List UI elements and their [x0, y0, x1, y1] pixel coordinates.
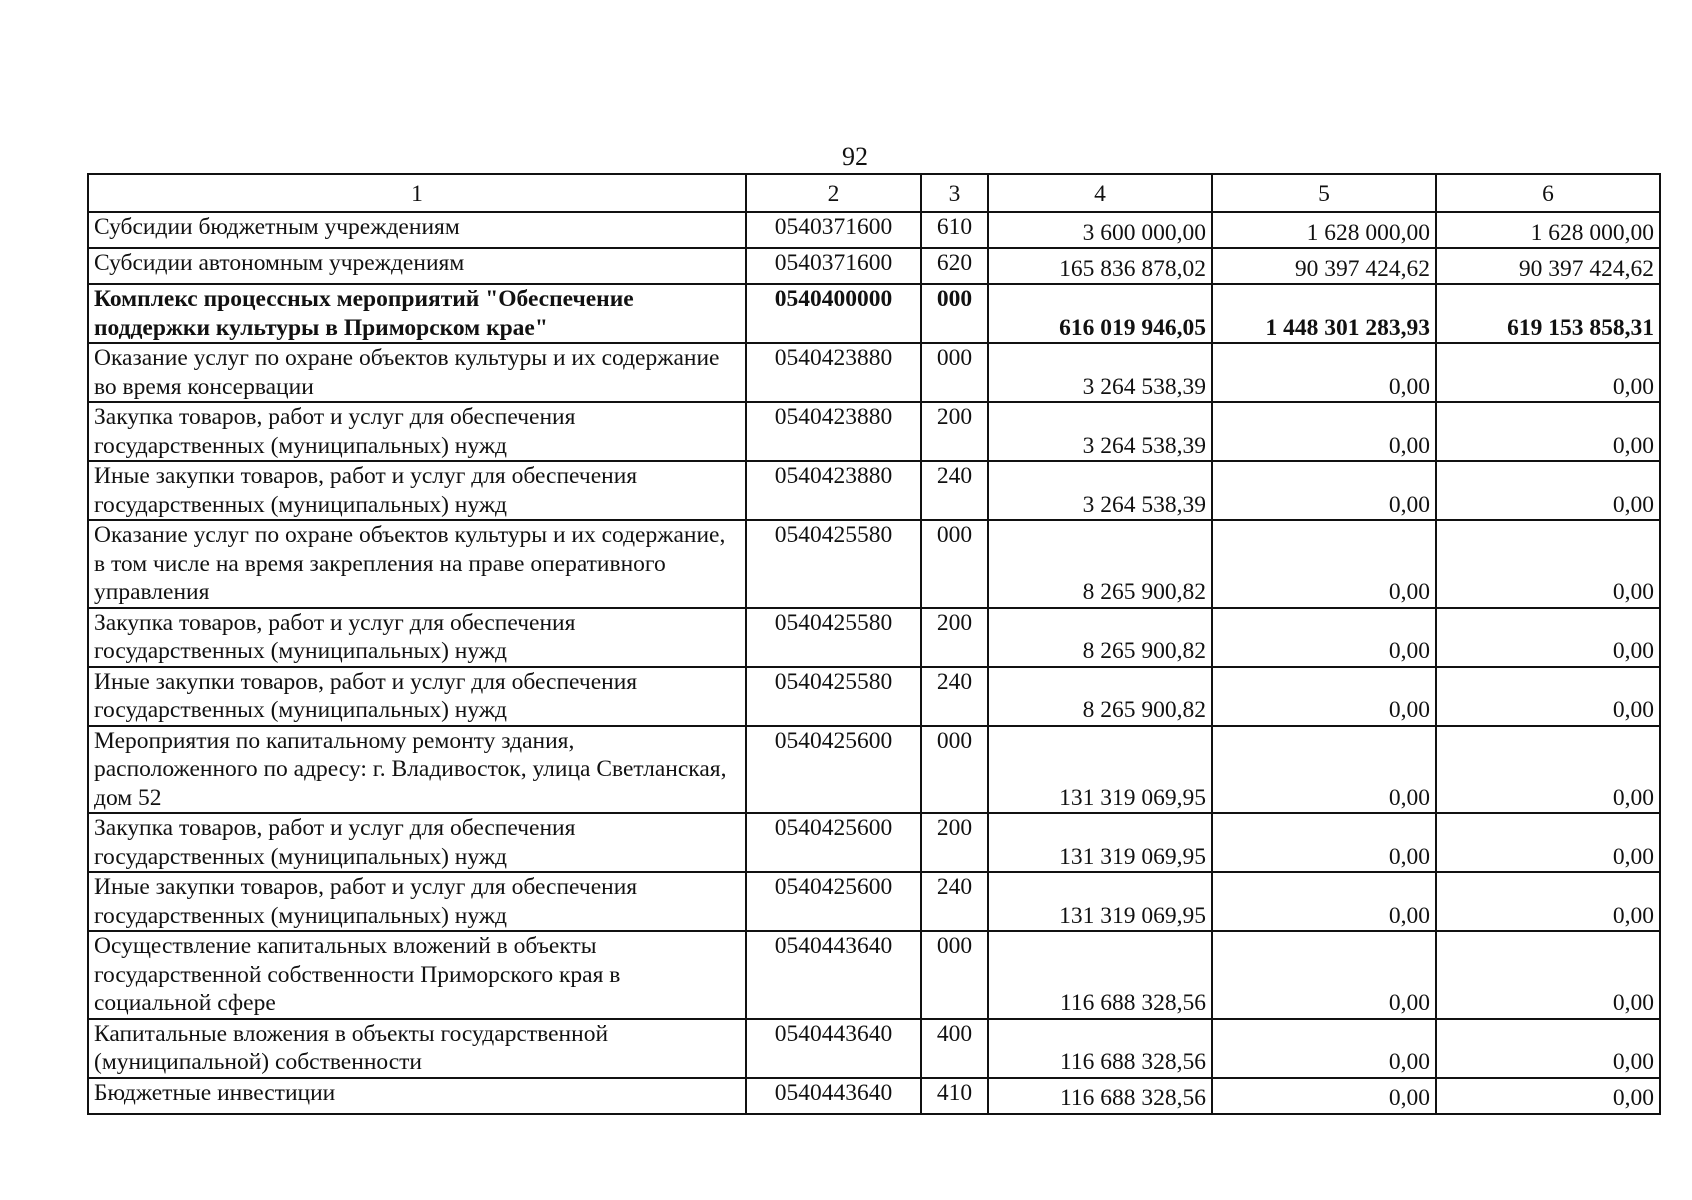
row-type-code: 240 [921, 872, 988, 931]
row-code: 0540371600 [746, 212, 921, 248]
row-code: 0540443640 [746, 1019, 921, 1078]
row-amount-col5: 90 397 424,62 [1212, 248, 1436, 284]
row-amount-col6: 0,00 [1436, 726, 1660, 814]
row-amount-col4: 131 319 069,95 [988, 726, 1212, 814]
table-row [88, 667, 1660, 726]
page-number: 92 [842, 142, 868, 171]
row-name: Комплекс процессных мероприятий "Обеспечение поддержки культуры в Приморском крае" [88, 284, 746, 343]
column-header-5: 5 [1212, 174, 1436, 212]
column-header-2: 2 [746, 174, 921, 212]
row-amount-col6: 0,00 [1436, 608, 1660, 667]
row-amount-col5: 0,00 [1212, 343, 1436, 402]
row-type-code: 000 [921, 520, 988, 608]
budget-table-body [88, 174, 1660, 1114]
row-type-code: 200 [921, 813, 988, 872]
table-row [88, 1078, 1660, 1114]
row-code: 0540423880 [746, 343, 921, 402]
row-type-code: 000 [921, 284, 988, 343]
row-amount-col5: 0,00 [1212, 872, 1436, 931]
row-code: 0540425580 [746, 520, 921, 608]
row-amount-col6: 0,00 [1436, 520, 1660, 608]
row-amount-col5: 1 448 301 283,93 [1212, 284, 1436, 343]
row-amount-col6: 0,00 [1436, 461, 1660, 520]
row-amount-col4: 616 019 946,05 [988, 284, 1212, 343]
row-amount-col6: 1 628 000,00 [1436, 212, 1660, 248]
row-amount-col4: 131 319 069,95 [988, 813, 1212, 872]
row-type-code: 000 [921, 726, 988, 814]
row-name: Закупка товаров, работ и услуг для обеспечения государственных (муниципальных) нужд [88, 813, 746, 872]
row-type-code: 200 [921, 608, 988, 667]
row-name: Осуществление капитальных вложений в объекты государственной собственности Приморского края в социальной сфере [88, 931, 746, 1019]
table-row [88, 284, 1660, 343]
column-header-6: 6 [1436, 174, 1660, 212]
budget-table [87, 173, 1661, 1115]
row-code: 0540425580 [746, 667, 921, 726]
table-row [88, 608, 1660, 667]
row-name: Иные закупки товаров, работ и услуг для обеспечения государственных (муниципальных) нужд [88, 872, 746, 931]
column-header-1: 1 [88, 174, 746, 212]
row-name: Бюджетные инвестиции [88, 1078, 746, 1114]
row-amount-col6: 0,00 [1436, 1019, 1660, 1078]
row-amount-col6: 90 397 424,62 [1436, 248, 1660, 284]
row-name: Закупка товаров, работ и услуг для обеспечения государственных (муниципальных) нужд [88, 608, 746, 667]
row-amount-col6: 0,00 [1436, 402, 1660, 461]
table-row [88, 931, 1660, 1019]
row-amount-col5: 0,00 [1212, 402, 1436, 461]
row-amount-col4: 165 836 878,02 [988, 248, 1212, 284]
row-name: Оказание услуг по охране объектов культуры и их содержание во время консервации [88, 343, 746, 402]
row-amount-col4: 8 265 900,82 [988, 608, 1212, 667]
row-name: Субсидии автономным учреждениям [88, 248, 746, 284]
row-amount-col6: 619 153 858,31 [1436, 284, 1660, 343]
row-type-code: 400 [921, 1019, 988, 1078]
row-code: 0540425600 [746, 813, 921, 872]
row-name: Иные закупки товаров, работ и услуг для обеспечения государственных (муниципальных) нужд [88, 667, 746, 726]
row-code: 0540425600 [746, 872, 921, 931]
row-amount-col4: 8 265 900,82 [988, 520, 1212, 608]
row-name: Иные закупки товаров, работ и услуг для обеспечения государственных (муниципальных) нужд [88, 461, 746, 520]
row-amount-col6: 0,00 [1436, 931, 1660, 1019]
row-type-code: 000 [921, 343, 988, 402]
row-code: 0540400000 [746, 284, 921, 343]
row-amount-col5: 0,00 [1212, 931, 1436, 1019]
row-amount-col6: 0,00 [1436, 813, 1660, 872]
row-code: 0540443640 [746, 1078, 921, 1114]
row-amount-col6: 0,00 [1436, 343, 1660, 402]
row-amount-col6: 0,00 [1436, 1078, 1660, 1114]
table-row [88, 872, 1660, 931]
table-row [88, 461, 1660, 520]
row-amount-col5: 0,00 [1212, 1019, 1436, 1078]
row-amount-col4: 3 264 538,39 [988, 402, 1212, 461]
column-header-row [88, 174, 1660, 212]
row-type-code: 200 [921, 402, 988, 461]
row-name: Оказание услуг по охране объектов культуры и их содержание, в том числе на время закрепления на праве оперативного управления [88, 520, 746, 608]
row-amount-col5: 0,00 [1212, 1078, 1436, 1114]
row-amount-col5: 1 628 000,00 [1212, 212, 1436, 248]
table-row [88, 1019, 1660, 1078]
row-code: 0540443640 [746, 931, 921, 1019]
row-amount-col5: 0,00 [1212, 726, 1436, 814]
table-row [88, 520, 1660, 608]
row-amount-col6: 0,00 [1436, 872, 1660, 931]
row-amount-col4: 3 264 538,39 [988, 461, 1212, 520]
row-code: 0540423880 [746, 461, 921, 520]
table-row [88, 726, 1660, 814]
row-name: Закупка товаров, работ и услуг для обеспечения государственных (муниципальных) нужд [88, 402, 746, 461]
row-code: 0540425580 [746, 608, 921, 667]
row-code: 0540423880 [746, 402, 921, 461]
row-amount-col4: 3 264 538,39 [988, 343, 1212, 402]
row-amount-col4: 131 319 069,95 [988, 872, 1212, 931]
row-amount-col5: 0,00 [1212, 461, 1436, 520]
row-amount-col6: 0,00 [1436, 667, 1660, 726]
row-amount-col4: 116 688 328,56 [988, 1019, 1212, 1078]
row-amount-col5: 0,00 [1212, 667, 1436, 726]
column-header-3: 3 [921, 174, 988, 212]
row-name: Капитальные вложения в объекты государственной (муниципальной) собственности [88, 1019, 746, 1078]
row-type-code: 410 [921, 1078, 988, 1114]
row-name: Мероприятия по капитальному ремонту здания, расположенного по адресу: г. Владивосток, улица Светланская, дом 52 [88, 726, 746, 814]
row-amount-col4: 116 688 328,56 [988, 931, 1212, 1019]
row-amount-col5: 0,00 [1212, 608, 1436, 667]
row-type-code: 240 [921, 667, 988, 726]
table-row [88, 402, 1660, 461]
row-type-code: 240 [921, 461, 988, 520]
row-amount-col4: 3 600 000,00 [988, 212, 1212, 248]
row-code: 0540371600 [746, 248, 921, 284]
row-code: 0540425600 [746, 726, 921, 814]
row-amount-col5: 0,00 [1212, 813, 1436, 872]
row-type-code: 610 [921, 212, 988, 248]
row-amount-col4: 116 688 328,56 [988, 1078, 1212, 1114]
row-amount-col5: 0,00 [1212, 520, 1436, 608]
row-name: Субсидии бюджетным учреждениям [88, 212, 746, 248]
row-type-code: 620 [921, 248, 988, 284]
table-row [88, 813, 1660, 872]
table-row [88, 343, 1660, 402]
table-row [88, 212, 1660, 248]
row-amount-col4: 8 265 900,82 [988, 667, 1212, 726]
row-type-code: 000 [921, 931, 988, 1019]
column-header-4: 4 [988, 174, 1212, 212]
table-row [88, 248, 1660, 284]
